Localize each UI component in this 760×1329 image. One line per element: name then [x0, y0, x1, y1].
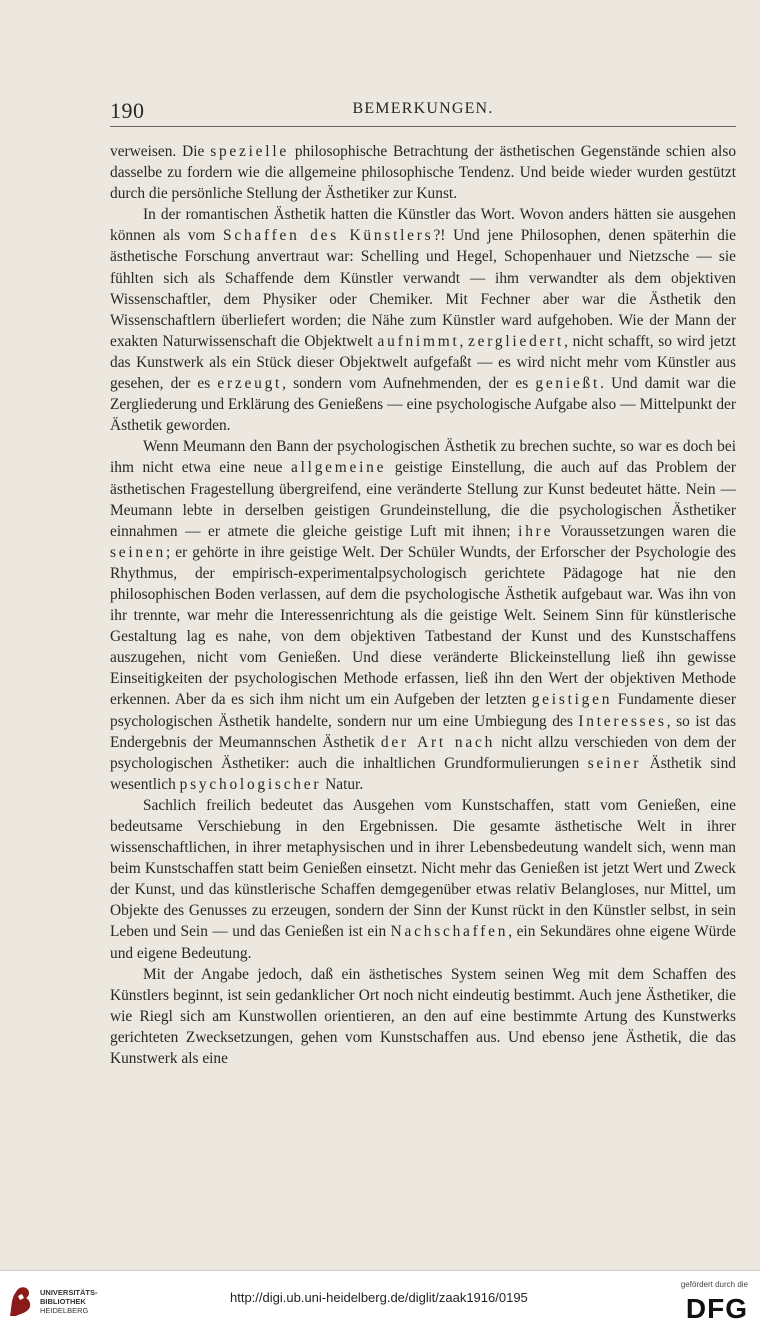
digitization-footer: [0, 1270, 760, 1329]
spaced-emphasis: seiner: [587, 754, 642, 772]
text-run: ?! Und jene Philosophen, denen späterhin die ästhetische Forschung anvertraut war: Schelling und Hegel, Schopenhauer und Nietzsche — sie fühlten sich als Schaffende dem Künstler verwandt — ihm verwandter als dem objektiven Wissenschaftler, dem Physiker oder Chemiker. Mit Fechner aber war die Ästhetik den Wissenschaftlern überliefert worden; die Nähe zum Künstler ward aufgehoben. Wie der Mann der exakten Naturwissenschaft die Objektwelt: [110, 227, 736, 350]
text-run: , sondern vom Aufnehmenden, der es: [282, 375, 536, 393]
text-run: In der romantischen Ästhetik hatten die Künstler das Wort. Wovon anders hätten sie ausgehen können als vom: [110, 206, 736, 245]
paragraph: [110, 436, 736, 795]
text-run: verweisen. Die: [110, 143, 211, 160]
text-run: philosophische Betrachtung der ästhetischen Gegenstände schien also dasselbe zu fordern wie die allgemeine philosophische Tendenz. Und beide wieder wurden gestützt durch die persönliche Stellung der Ästhetiker zur Kunst.: [110, 143, 737, 203]
text-run: Wenn Meumann den Bann der psychologischen Ästhetik zu brechen suchte, so war es doch bei ihm nicht etwa eine neue: [110, 438, 736, 477]
text-run: geistige Einstellung, die auch auf das Problem der ästhetischen Fragestellung übergreifend, eine veränderte Stellung zur Kunst bedeutet hätte. Nein — Meumann lebte in derselben geistigen Grundeinstellung, die die psychologischen Ästhetiker einnahmen — er atmete die gleiche geistige Luft mit ihnen;: [110, 459, 736, 540]
text-run: Sachlich freilich bedeutet das Ausgehen vom Kunstschaffen, statt vom Genießen, eine bedeutsame Verschiebung in den Ergebnissen. Die gesamte ästhetische Welt in ihrer wissenschaftlichen, in ihrer metaphysischen und in ihrer Lebensbedeutung wandelt sich, wenn man beim Kunstschaffen statt beim Genießen einsetzt. Nicht mehr das Genießen ist jetzt Wert und Zweck der Kunst, und das künstlerische Schaffen demgegenüber etwas relativ Belangloses, nur Mittel, um Objekte des Genusses zu erzeugen, sondern der Sinn der Kunst rückt in den Künstler selbst, in sein Leben und Sein — und das Genießen ist ein: [110, 796, 736, 941]
dfg-logo: DFG: [685, 1293, 748, 1324]
text-run: Voraussetzungen waren die: [553, 522, 736, 540]
paragraph: [110, 795, 736, 964]
text-run: ; er gehörte in ihre geistige Welt. Der Schüler Wundts, der Erforscher der Psychologie des Rhythmus, der empirisch-experimentalpsychologisch gerichtete Pädagoge hat nie den philosophischen Boden verlassen, auf dem die psychologische Ästhetik aufgebaut war. Was ihn von ihr trennte, war mehr die Interessenrichtung als die geistige Welt. Seinem Sinn für künstlerische Gestaltung lag es nahe, von dem objektiven Tatbestand der Kunst und des Kunstschaffens auszugehen, nicht vom Genießen. Und diese veränderte Blickeinstellung ließ ihn gewisse Einseitigkeiten der psychologischen Methode erfassen, ließ ihn den Wert der objektiven Methode erkennen. Aber da es sich ihm nicht um ein Aufgeben der letzten: [110, 543, 736, 709]
text-run: ,: [459, 332, 469, 350]
spaced-emphasis: geistigen: [531, 691, 613, 709]
page-header: [110, 98, 736, 124]
text-run: , nicht schafft, so wird jetzt das Kunstwerk als ein Stück dieser Objektwelt aufgefaßt — es wird nicht mehr vom Künstler aus gesehen, der es: [110, 332, 736, 393]
spaced-emphasis: ihre: [518, 522, 554, 540]
spaced-emphasis: genießt: [535, 375, 601, 393]
paragraph: [110, 204, 736, 436]
text-run: Ästhetik sind wesentlich: [110, 754, 736, 793]
spaced-emphasis: aufnimmt: [377, 332, 460, 350]
text-run: Fundamente dieser psychologischen Ästhetik handelte, sondern nur um eine Umbiegung des: [110, 691, 736, 730]
spaced-emphasis: der Art nach: [380, 733, 496, 751]
permalink-url[interactable]: http://digi.ub.uni-heidelberg.de/diglit/zaak1916/0195: [230, 1290, 528, 1305]
spaced-emphasis: zergliedert: [468, 332, 565, 350]
spaced-emphasis: Schaffen des Künstlers: [223, 227, 434, 245]
spaced-emphasis: psychologischer: [179, 775, 322, 793]
header-rule: [110, 126, 736, 127]
paragraph: [110, 964, 736, 1069]
text-run: . Und damit war die Zergliederung und Erklärung des Genießens — eine psychologische Aufgabe also — Mittelpunkt der Ästhetik geworden.: [110, 375, 737, 435]
spaced-emphasis: Interesses: [578, 712, 667, 730]
text-run: , ein Sekundäres ohne eigene Würde und eigene Bedeutung.: [110, 923, 736, 962]
paragraph: [110, 141, 736, 204]
library-line-1: UNIVERSITÄTS-: [40, 1288, 98, 1297]
text-run: Mit der Angabe jedoch, daß ein ästhetisches System seinen Weg mit dem Schaffen des Künstlers beginnt, ist sein gedanklicher Ort noch nicht eindeutig bestimmt. Auch jene Ästhetiker, die wie Riegl sich am Kunstwollen orientieren, an den auf eine bestimmte Artung des Kunstwerks gerichteten Zwecksetzungen, gehen vom Kunstschaffen aus. Und ebenso jene Ästhetik, die das Kunstwerk als eine: [110, 965, 736, 1068]
spaced-emphasis: allgemeine: [291, 459, 387, 477]
page-number: 190: [110, 98, 145, 123]
text-run: , so ist das Endergebnis der Meumannschen Ästhetik: [110, 712, 736, 751]
text-run: Natur.: [321, 775, 364, 793]
spaced-emphasis: erzeugt: [217, 375, 283, 393]
spaced-emphasis: seinen: [110, 543, 166, 561]
library-line-3: HEIDELBERG: [40, 1306, 89, 1315]
running-title: BEMERKUNGEN.: [352, 100, 494, 117]
library-line-2: BIBLIOTHEK: [40, 1297, 86, 1306]
body-text: [110, 141, 736, 1069]
spaced-emphasis: Nachschaffen: [390, 923, 509, 941]
spaced-emphasis: spezielle: [210, 143, 289, 160]
heidelberg-lion-icon: [8, 1284, 34, 1318]
funded-by-label: gefördert durch die: [680, 1280, 748, 1289]
text-run: nicht allzu verschieden von dem der psychologischen Ästhetiker: auch die inhaltlichen Grundformulierungen: [110, 733, 736, 772]
library-name: [40, 1288, 98, 1315]
